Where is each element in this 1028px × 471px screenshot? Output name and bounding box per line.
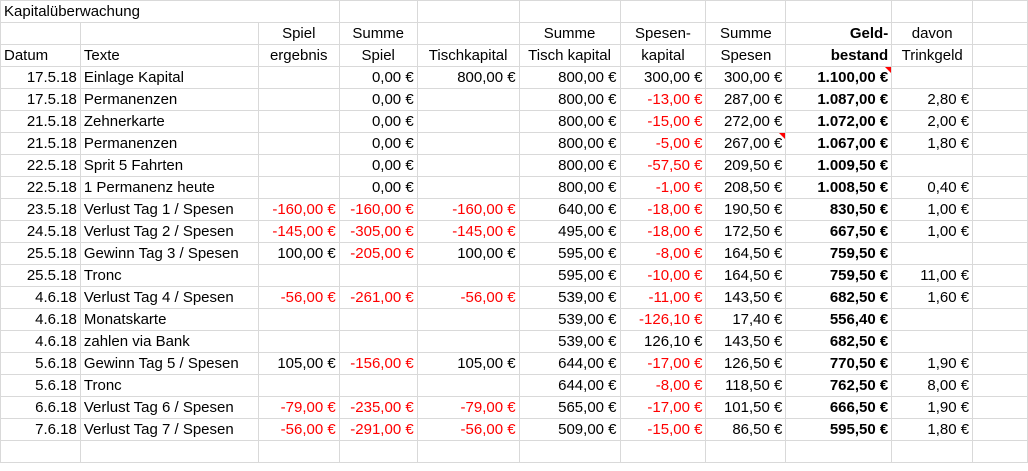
cell-summe-tisch[interactable]: 495,00 € — [519, 221, 620, 243]
header-geld-bestand[interactable]: bestand — [786, 45, 892, 67]
empty-cell[interactable] — [1, 441, 81, 463]
table-row — [1, 375, 1028, 397]
empty-cell[interactable] — [519, 1, 620, 23]
cell-summe-spesen[interactable]: 143,50 € — [706, 287, 786, 309]
cell-summe-tisch[interactable]: 800,00 € — [519, 89, 620, 111]
cell-spiel[interactable] — [258, 67, 339, 89]
cell-geld[interactable]: 1.100,00 € — [786, 67, 892, 89]
cell-text[interactable]: Gewinn Tag 3 / Spesen — [80, 243, 258, 265]
empty-cell[interactable] — [786, 1, 892, 23]
cell-spiel[interactable] — [258, 309, 339, 331]
empty-cell[interactable] — [786, 441, 892, 463]
cell-summe-spesen[interactable]: 17,40 € — [706, 309, 786, 331]
cell-tisch[interactable] — [417, 331, 519, 353]
cell-trink[interactable]: 2,80 € — [892, 89, 973, 111]
empty-cell[interactable] — [973, 177, 1028, 199]
empty-cell[interactable] — [892, 441, 973, 463]
cell-summe-tisch[interactable]: 539,00 € — [519, 287, 620, 309]
table-row — [1, 353, 1028, 375]
cell-spesen[interactable]: -126,10 € — [620, 309, 706, 331]
empty-cell[interactable] — [417, 441, 519, 463]
empty-cell[interactable] — [258, 441, 339, 463]
empty-cell[interactable] — [519, 441, 620, 463]
cell-datum[interactable]: 24.5.18 — [1, 221, 81, 243]
table-row — [1, 111, 1028, 133]
cell-datum[interactable]: 6.6.18 — [1, 397, 81, 419]
table-row — [1, 309, 1028, 331]
cell-summe-spesen[interactable]: 208,50 € — [706, 177, 786, 199]
cell-spesen[interactable]: -17,00 € — [620, 397, 706, 419]
cell-datum[interactable]: 22.5.18 — [1, 155, 81, 177]
cell-text[interactable]: Monatskarte — [80, 309, 258, 331]
cell-summe-spesen[interactable]: 287,00 € — [706, 89, 786, 111]
cell-text[interactable]: 1 Permanenz heute — [80, 177, 258, 199]
cell-geld[interactable]: 556,40 € — [786, 309, 892, 331]
cell-datum[interactable]: 25.5.18 — [1, 265, 81, 287]
cell-tisch[interactable]: -79,00 € — [417, 397, 519, 419]
cell-summe-tisch[interactable]: 800,00 € — [519, 177, 620, 199]
cell-tisch[interactable] — [417, 177, 519, 199]
cell-trink[interactable]: 1,80 € — [892, 419, 973, 441]
cell-trink[interactable] — [892, 331, 973, 353]
table-row — [1, 287, 1028, 309]
table-row — [1, 243, 1028, 265]
header-texte[interactable]: Texte — [80, 45, 258, 67]
empty-cell[interactable] — [973, 89, 1028, 111]
cell-geld[interactable]: 1.009,50 € — [786, 155, 892, 177]
empty-cell[interactable] — [339, 441, 417, 463]
cell-summe-spiel[interactable]: -205,00 € — [339, 243, 417, 265]
cell-summe-spesen[interactable]: 143,50 € — [706, 331, 786, 353]
table-row — [1, 155, 1028, 177]
cell-datum[interactable]: 21.5.18 — [1, 111, 81, 133]
table-row — [1, 67, 1028, 89]
empty-cell[interactable] — [339, 1, 417, 23]
cell-trink[interactable]: 2,00 € — [892, 111, 973, 133]
cell-spiel[interactable] — [258, 133, 339, 155]
empty-row — [1, 441, 1028, 463]
cell-datum[interactable]: 17.5.18 — [1, 67, 81, 89]
cell-summe-tisch[interactable]: 595,00 € — [519, 243, 620, 265]
empty-cell[interactable] — [80, 441, 258, 463]
header-davon-trinkgeld-line1[interactable]: davon — [892, 23, 973, 45]
header-summe-spesen[interactable]: Spesen — [706, 45, 786, 67]
cell-spesen[interactable]: -17,00 € — [620, 353, 706, 375]
empty-cell[interactable] — [973, 67, 1028, 89]
empty-cell[interactable] — [620, 1, 706, 23]
cell-datum[interactable]: 4.6.18 — [1, 309, 81, 331]
cell-summe-spesen[interactable]: 164,50 € — [706, 265, 786, 287]
cell-datum[interactable]: 4.6.18 — [1, 287, 81, 309]
cell-text[interactable]: Einlage Kapital — [80, 67, 258, 89]
header-spesen-kapital[interactable]: kapital — [620, 45, 706, 67]
cell-geld[interactable]: 1.008,50 € — [786, 177, 892, 199]
cell-text[interactable]: Verlust Tag 7 / Spesen — [80, 419, 258, 441]
cell-spesen[interactable]: -15,00 € — [620, 419, 706, 441]
empty-cell[interactable] — [973, 111, 1028, 133]
cell-trink[interactable]: 1,90 € — [892, 353, 973, 375]
empty-cell[interactable] — [973, 331, 1028, 353]
cell-tisch[interactable]: 105,00 € — [417, 353, 519, 375]
cell-spesen[interactable]: -10,00 € — [620, 265, 706, 287]
cell-text[interactable]: Tronc — [80, 375, 258, 397]
table-row — [1, 199, 1028, 221]
cell-summe-tisch[interactable]: 800,00 € — [519, 155, 620, 177]
header-spiel-ergebnis[interactable]: ergebnis — [258, 45, 339, 67]
empty-cell[interactable] — [973, 309, 1028, 331]
cell-summe-spesen[interactable]: 300,00 € — [706, 67, 786, 89]
cell-text[interactable]: Gewinn Tag 5 / Spesen — [80, 353, 258, 375]
header-spesen-kapital-line1[interactable]: Spesen- — [620, 23, 706, 45]
table-row — [1, 133, 1028, 155]
cell-text[interactable]: zahlen via Bank — [80, 331, 258, 353]
cell-summe-tisch[interactable]: 640,00 € — [519, 199, 620, 221]
cell-geld[interactable]: 1.087,00 € — [786, 89, 892, 111]
cell-trink[interactable]: 0,40 € — [892, 177, 973, 199]
cell-summe-spesen[interactable]: 126,50 € — [706, 353, 786, 375]
cell-text[interactable]: Permanenzen — [80, 89, 258, 111]
cell-summe-spiel[interactable]: -261,00 € — [339, 287, 417, 309]
table-row — [1, 397, 1028, 419]
cell-datum[interactable]: 17.5.18 — [1, 89, 81, 111]
empty-cell[interactable] — [973, 375, 1028, 397]
cell-summe-tisch[interactable]: 509,00 € — [519, 419, 620, 441]
empty-cell[interactable] — [973, 287, 1028, 309]
cell-datum[interactable]: 5.6.18 — [1, 375, 81, 397]
cell-trink[interactable]: 11,00 € — [892, 265, 973, 287]
header-tischkapital-line1[interactable] — [417, 23, 519, 45]
cell-geld[interactable]: 830,50 € — [786, 199, 892, 221]
cell-tisch[interactable]: -56,00 € — [417, 419, 519, 441]
header-summe-spesen-line1[interactable]: Summe — [706, 23, 786, 45]
cell-tisch[interactable]: 100,00 € — [417, 243, 519, 265]
cell-geld[interactable]: 1.072,00 € — [786, 111, 892, 133]
cell-trink[interactable] — [892, 67, 973, 89]
cell-summe-spiel[interactable]: -156,00 € — [339, 353, 417, 375]
cell-spiel[interactable]: 100,00 € — [258, 243, 339, 265]
cell-text[interactable]: Verlust Tag 6 / Spesen — [80, 397, 258, 419]
cell-spesen[interactable]: -1,00 € — [620, 177, 706, 199]
cell-text[interactable]: Verlust Tag 4 / Spesen — [80, 287, 258, 309]
cell-spesen[interactable]: -13,00 € — [620, 89, 706, 111]
header-texte-line1[interactable] — [80, 23, 258, 45]
cell-datum[interactable]: 21.5.18 — [1, 133, 81, 155]
header-summe-tisch-kapital[interactable]: Tisch kapital — [519, 45, 620, 67]
cell-text[interactable]: Tronc — [80, 265, 258, 287]
cell-datum[interactable]: 5.6.18 — [1, 353, 81, 375]
cell-spiel[interactable] — [258, 89, 339, 111]
cell-spiel[interactable] — [258, 375, 339, 397]
cell-geld[interactable]: 595,50 € — [786, 419, 892, 441]
cell-text[interactable]: Verlust Tag 1 / Spesen — [80, 199, 258, 221]
empty-cell[interactable] — [973, 133, 1028, 155]
empty-cell[interactable] — [620, 441, 706, 463]
cell-summe-spesen[interactable]: 172,50 € — [706, 221, 786, 243]
cell-tisch[interactable] — [417, 309, 519, 331]
cell-spiel[interactable]: 105,00 € — [258, 353, 339, 375]
cell-spesen[interactable]: -11,00 € — [620, 287, 706, 309]
cell-summe-spesen[interactable]: 118,50 € — [706, 375, 786, 397]
cell-tisch[interactable] — [417, 265, 519, 287]
cell-spiel[interactable]: -79,00 € — [258, 397, 339, 419]
header-geld-bestand-line1[interactable]: Geld- — [786, 23, 892, 45]
cell-summe-spiel[interactable]: -160,00 € — [339, 199, 417, 221]
empty-cell[interactable] — [973, 353, 1028, 375]
cell-summe-spiel[interactable]: 0,00 € — [339, 177, 417, 199]
cell-tisch[interactable]: 800,00 € — [417, 67, 519, 89]
cell-spiel[interactable] — [258, 111, 339, 133]
empty-cell[interactable] — [973, 419, 1028, 441]
cell-summe-spiel[interactable]: -291,00 € — [339, 419, 417, 441]
cell-spiel[interactable] — [258, 155, 339, 177]
empty-cell[interactable] — [417, 1, 519, 23]
empty-cell[interactable] — [706, 1, 786, 23]
cell-geld[interactable]: 1.067,00 € — [786, 133, 892, 155]
cell-trink[interactable]: 1,00 € — [892, 199, 973, 221]
cell-spesen[interactable]: -15,00 € — [620, 111, 706, 133]
cell-tisch[interactable] — [417, 155, 519, 177]
cell-trink[interactable]: 1,80 € — [892, 133, 973, 155]
cell-summe-spesen[interactable]: 101,50 € — [706, 397, 786, 419]
cell-spiel[interactable]: -145,00 € — [258, 221, 339, 243]
cell-trink[interactable]: 1,60 € — [892, 287, 973, 309]
cell-summe-tisch[interactable]: 539,00 € — [519, 309, 620, 331]
cell-tisch[interactable] — [417, 133, 519, 155]
cell-summe-tisch[interactable]: 595,00 € — [519, 265, 620, 287]
header-spiel-ergebnis-line1[interactable]: Spiel — [258, 23, 339, 45]
header-summe-spiel[interactable]: Spiel — [339, 45, 417, 67]
cell-spesen[interactable]: -18,00 € — [620, 199, 706, 221]
cell-summe-spesen[interactable]: 164,50 € — [706, 243, 786, 265]
table-row — [1, 419, 1028, 441]
cell-spiel[interactable]: -160,00 € — [258, 199, 339, 221]
cell-summe-spiel[interactable] — [339, 265, 417, 287]
cell-summe-tisch[interactable]: 539,00 € — [519, 331, 620, 353]
cell-trink[interactable]: 1,90 € — [892, 397, 973, 419]
empty-cell[interactable] — [973, 265, 1028, 287]
cell-summe-tisch[interactable]: 644,00 € — [519, 353, 620, 375]
cell-spiel[interactable]: -56,00 € — [258, 287, 339, 309]
cell-summe-spiel[interactable]: -305,00 € — [339, 221, 417, 243]
cell-geld[interactable]: 666,50 € — [786, 397, 892, 419]
cell-summe-spiel[interactable] — [339, 331, 417, 353]
cell-geld[interactable]: 682,50 € — [786, 287, 892, 309]
sheet-title[interactable]: Kapitalüberwachung — [1, 1, 340, 23]
cell-text[interactable]: Sprit 5 Fahrten — [80, 155, 258, 177]
empty-cell[interactable] — [973, 199, 1028, 221]
cell-text[interactable]: Permanenzen — [80, 133, 258, 155]
cell-summe-spesen[interactable]: 190,50 € — [706, 199, 786, 221]
table-row — [1, 177, 1028, 199]
cell-trink[interactable] — [892, 243, 973, 265]
cell-tisch[interactable] — [417, 89, 519, 111]
empty-cell[interactable] — [973, 397, 1028, 419]
cell-spiel[interactable] — [258, 177, 339, 199]
cell-tisch[interactable]: -160,00 € — [417, 199, 519, 221]
cell-spiel[interactable] — [258, 331, 339, 353]
cell-spesen[interactable]: -8,00 € — [620, 243, 706, 265]
empty-cell[interactable] — [892, 1, 973, 23]
header-summe-spiel-line1[interactable]: Summe — [339, 23, 417, 45]
cell-summe-spiel[interactable]: 0,00 € — [339, 67, 417, 89]
cell-summe-spiel[interactable] — [339, 309, 417, 331]
cell-trink[interactable] — [892, 309, 973, 331]
header-davon-trinkgeld[interactable]: Trinkgeld — [892, 45, 973, 67]
empty-cell[interactable] — [973, 155, 1028, 177]
empty-cell[interactable] — [706, 441, 786, 463]
cell-text[interactable]: Zehnerkarte — [80, 111, 258, 133]
cell-trink[interactable]: 8,00 € — [892, 375, 973, 397]
cell-summe-spiel[interactable] — [339, 375, 417, 397]
cell-summe-spesen[interactable]: 272,00 € — [706, 111, 786, 133]
cell-tisch[interactable]: -145,00 € — [417, 221, 519, 243]
cell-datum[interactable]: 22.5.18 — [1, 177, 81, 199]
cell-tisch[interactable] — [417, 111, 519, 133]
cell-spesen[interactable]: -57,50 € — [620, 155, 706, 177]
header-tischkapital[interactable]: Tischkapital — [417, 45, 519, 67]
cell-summe-spiel[interactable]: 0,00 € — [339, 111, 417, 133]
cell-geld[interactable]: 682,50 € — [786, 331, 892, 353]
cell-summe-tisch[interactable]: 800,00 € — [519, 111, 620, 133]
cell-geld[interactable]: 759,50 € — [786, 243, 892, 265]
cell-geld[interactable]: 770,50 € — [786, 353, 892, 375]
cell-summe-tisch[interactable]: 800,00 € — [519, 67, 620, 89]
empty-cell[interactable] — [973, 45, 1028, 67]
cell-summe-spesen[interactable]: 86,50 € — [706, 419, 786, 441]
cell-tisch[interactable] — [417, 375, 519, 397]
header-datum[interactable]: Datum — [1, 45, 81, 67]
cell-summe-spiel[interactable]: -235,00 € — [339, 397, 417, 419]
cell-geld[interactable]: 759,50 € — [786, 265, 892, 287]
empty-cell[interactable] — [973, 441, 1028, 463]
cell-summe-spesen[interactable]: 267,00 € — [706, 133, 786, 155]
header-datum-line1[interactable] — [1, 23, 81, 45]
cell-datum[interactable]: 7.6.18 — [1, 419, 81, 441]
table-row — [1, 265, 1028, 287]
cell-spesen[interactable]: 300,00 € — [620, 67, 706, 89]
cell-geld[interactable]: 667,50 € — [786, 221, 892, 243]
header-summe-tisch-kapital-line1[interactable]: Summe — [519, 23, 620, 45]
empty-cell[interactable] — [973, 1, 1028, 23]
empty-cell[interactable] — [973, 221, 1028, 243]
cell-trink[interactable] — [892, 155, 973, 177]
cell-datum[interactable]: 25.5.18 — [1, 243, 81, 265]
cell-datum[interactable]: 23.5.18 — [1, 199, 81, 221]
cell-spesen[interactable]: -5,00 € — [620, 133, 706, 155]
table-row — [1, 331, 1028, 353]
cell-geld[interactable]: 762,50 € — [786, 375, 892, 397]
table-row — [1, 221, 1028, 243]
cell-summe-tisch[interactable]: 565,00 € — [519, 397, 620, 419]
cell-spiel[interactable]: -56,00 € — [258, 419, 339, 441]
cell-summe-spesen[interactable]: 209,50 € — [706, 155, 786, 177]
cell-text[interactable]: Verlust Tag 2 / Spesen — [80, 221, 258, 243]
cell-spesen[interactable]: -8,00 € — [620, 375, 706, 397]
cell-spiel[interactable] — [258, 265, 339, 287]
cell-summe-tisch[interactable]: 800,00 € — [519, 133, 620, 155]
empty-cell[interactable] — [973, 243, 1028, 265]
cell-summe-spiel[interactable]: 0,00 € — [339, 133, 417, 155]
cell-tisch[interactable]: -56,00 € — [417, 287, 519, 309]
cell-spesen[interactable]: -18,00 € — [620, 221, 706, 243]
cell-datum[interactable]: 4.6.18 — [1, 331, 81, 353]
cell-trink[interactable]: 1,00 € — [892, 221, 973, 243]
cell-summe-tisch[interactable]: 644,00 € — [519, 375, 620, 397]
table-row — [1, 89, 1028, 111]
cell-spesen[interactable]: 126,10 € — [620, 331, 706, 353]
empty-cell[interactable] — [973, 23, 1028, 45]
cell-summe-spiel[interactable]: 0,00 € — [339, 155, 417, 177]
cell-summe-spiel[interactable]: 0,00 € — [339, 89, 417, 111]
